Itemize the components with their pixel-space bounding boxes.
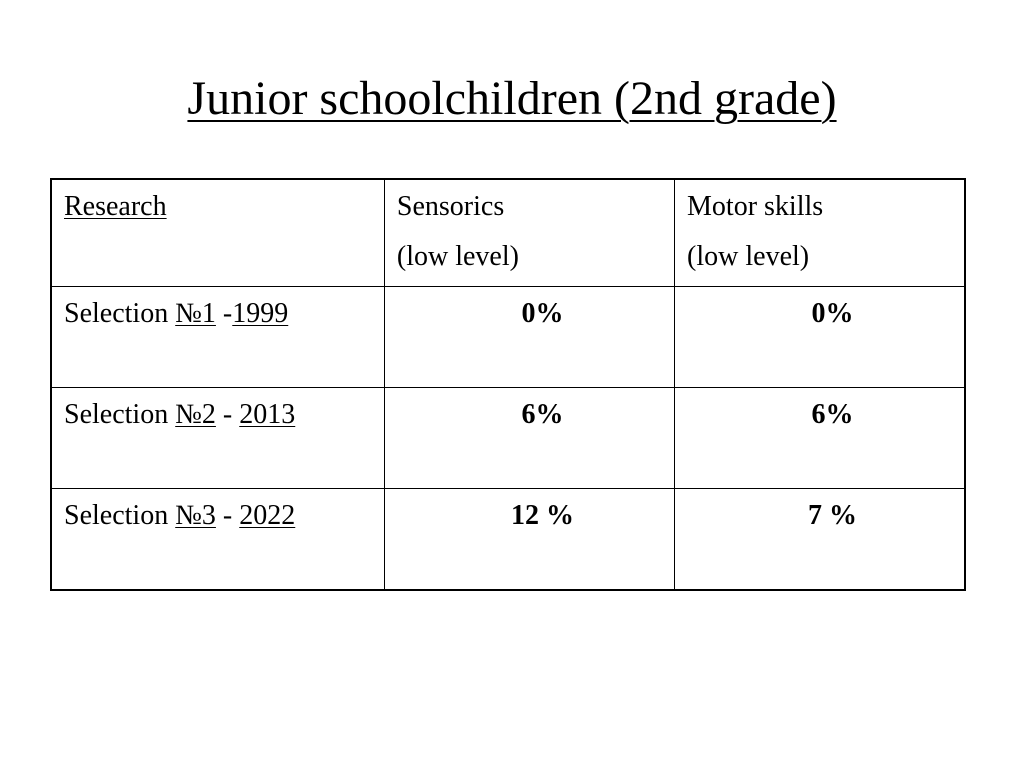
motor-value: 7 % <box>808 500 858 531</box>
selection-label-cell <box>51 287 384 388</box>
motor-value: 6% <box>811 399 854 430</box>
selection-prefix: Selection <box>64 500 176 531</box>
header-sensorics-label: Sensorics <box>396 191 505 222</box>
header-motor-cell <box>675 179 965 287</box>
sensorics-value: 0% <box>521 298 564 329</box>
selection-number: №2 <box>175 399 216 430</box>
table-row <box>51 287 965 388</box>
header-sensorics-sublabel: (low level) <box>396 241 519 272</box>
selection-separator: - <box>215 399 240 430</box>
header-motor-sublabel: (low level) <box>687 241 810 272</box>
selection-separator: - <box>215 500 240 531</box>
header-research-cell <box>51 179 384 287</box>
header-sensorics-cell <box>384 179 674 287</box>
sensorics-value-cell <box>384 388 674 489</box>
header-motor-label: Motor skills <box>687 191 824 222</box>
selection-number: №1 <box>175 298 216 329</box>
results-table <box>50 178 966 591</box>
selection-number: №3 <box>175 500 216 531</box>
selection-prefix: Selection <box>64 298 176 329</box>
sensorics-value-cell <box>384 489 674 591</box>
sensorics-value: 12 % <box>510 500 574 531</box>
table-row <box>51 489 965 591</box>
slide-title-text: Junior schoolchildren (2nd grade) <box>187 72 837 125</box>
selection-prefix: Selection <box>64 399 176 430</box>
slide-title <box>0 64 1024 134</box>
motor-value-cell <box>675 388 965 489</box>
table-header-row <box>51 179 965 287</box>
sensorics-value-cell <box>384 287 674 388</box>
selection-year: 1999 <box>232 298 289 329</box>
motor-value-cell <box>675 489 965 591</box>
header-research-label: Research <box>64 191 167 222</box>
selection-label-cell <box>51 388 384 489</box>
table-row <box>51 388 965 489</box>
motor-value: 0% <box>811 298 854 329</box>
selection-year: 2013 <box>239 399 296 430</box>
motor-value-cell <box>675 287 965 388</box>
sensorics-value: 6% <box>521 399 564 430</box>
selection-separator: - <box>215 298 233 329</box>
selection-year: 2022 <box>239 500 296 531</box>
selection-label-cell <box>51 489 384 591</box>
